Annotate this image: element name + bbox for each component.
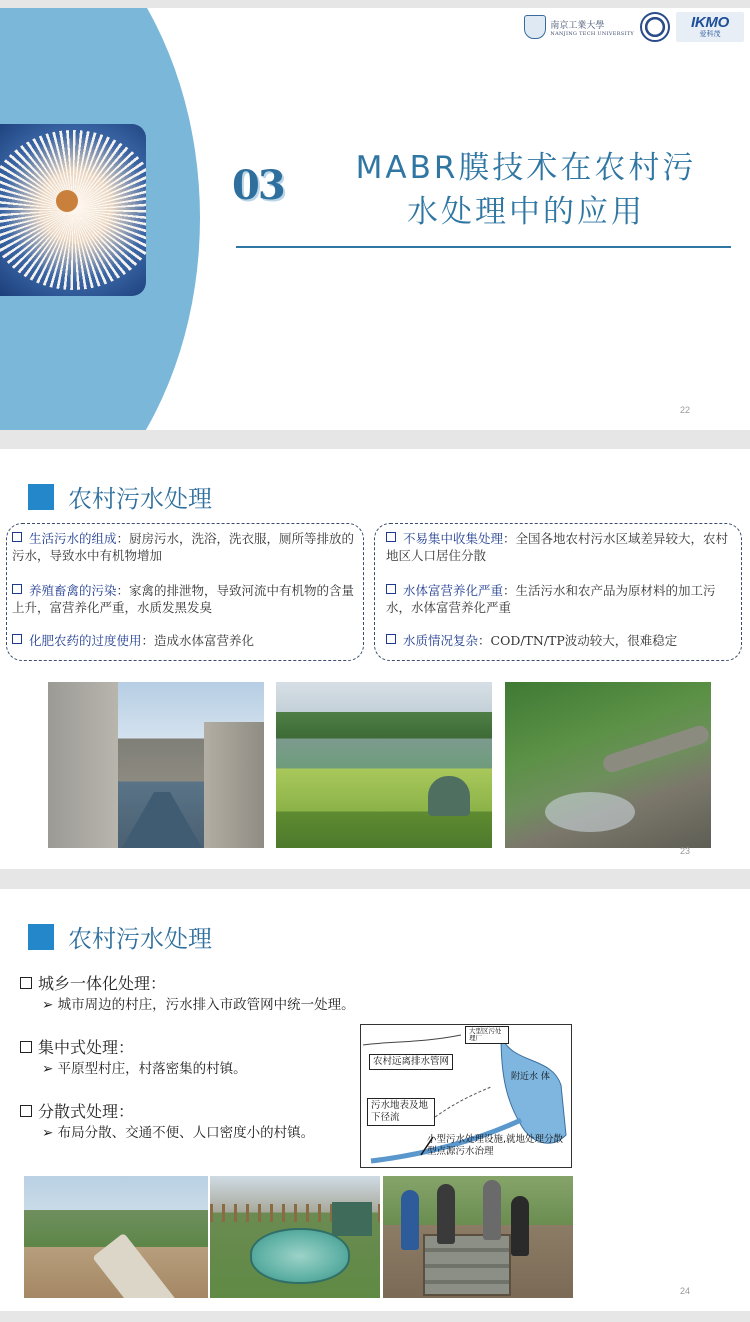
bullet-text: ：造成水体富营养化 [141, 633, 255, 648]
bullet-text: ：家禽的排泄物，导致河流中有机物的含量上升，富营养化严重，水质发黑发臭 [12, 583, 355, 615]
section-header [28, 919, 212, 954]
bullet-text: ：厨房污水，洗浴，洗衣服，厕所等排放的污水，导致水中有机物增加 [12, 531, 355, 563]
page-number: 22 [680, 405, 691, 415]
item-heading: 城乡一体化处理： [38, 974, 167, 993]
bullet-text: ：COD/TN/TP波动较大，很难稳定 [478, 633, 678, 648]
slide-23 [0, 449, 750, 869]
checkbox-bullet-icon [20, 1105, 32, 1117]
page-number: 24 [680, 1286, 691, 1296]
checkbox-bullet-icon [12, 532, 22, 542]
section-header [28, 479, 212, 514]
bullet-key: 水体富营养化严重 [403, 583, 504, 598]
treatment-mode-item [20, 973, 355, 1015]
sewage-ditch-photo [505, 682, 711, 848]
item-heading: 分散式处理： [38, 1102, 135, 1121]
bullet-text: ：生活污水和农产品为原材料的加工污水，水体富营养化严重 [386, 583, 716, 615]
slide-22 [0, 8, 750, 430]
diagram-caption: 小型污水处理设施,就地处理分散型点源污水治理 [427, 1134, 564, 1157]
bullet-key: 不易集中收集处理 [403, 531, 504, 546]
title-line-2: 水处理中的应用 [407, 194, 645, 230]
checkbox-bullet-icon [20, 1041, 32, 1053]
treatment-mode-item [20, 1037, 247, 1079]
section-number: 03 [232, 162, 284, 209]
checkbox-bullet-icon [386, 584, 396, 594]
item-heading: 集中式处理： [38, 1038, 135, 1057]
diagram-pipe-box: 农村远离排水管网 [369, 1054, 453, 1070]
njtech-name-en: NANJING TECH UNIVERSITY [550, 30, 634, 37]
bullet-text: ：全国各地农村污水区域差异较大，农村地区人口居住分散 [386, 531, 729, 563]
polluted-canal-photo [48, 682, 264, 848]
slide-title [316, 146, 736, 234]
bullet-key: 养殖畜禽的污染 [29, 583, 117, 598]
diagram-top-box: 大型区污处理厂 [465, 1026, 509, 1044]
page-number: 23 [680, 846, 691, 856]
item-description: ➢ 城市周边的村庄，污水排入市政管网中统一处理。 [42, 997, 355, 1013]
checkbox-bullet-icon [386, 532, 396, 542]
section-square-icon [28, 924, 54, 950]
checkbox-bullet-icon [386, 634, 396, 644]
bullet-key: 生活污水的组成 [29, 531, 117, 546]
bullet-item [12, 530, 357, 564]
njtech-crest-icon [524, 15, 546, 39]
bullet-item [12, 582, 357, 616]
treatment-diagram [360, 1024, 572, 1168]
ikmo-name-en: IKMO [691, 14, 729, 31]
checkbox-bullet-icon [12, 584, 22, 594]
bullet-item [386, 530, 736, 564]
bullet-key: 化肥农药的过度使用 [29, 633, 142, 648]
checkbox-bullet-icon [20, 977, 32, 989]
bullet-item [12, 632, 357, 649]
title-underline [236, 246, 731, 248]
algae-lake-photo [276, 682, 492, 848]
membrane-fiber-photo [0, 124, 146, 296]
section-title: 农村污水处理 [68, 925, 212, 953]
bullet-item [386, 582, 736, 616]
section-square-icon [28, 484, 54, 510]
diagram-runoff-box: 污水地表及地下径流 [367, 1098, 435, 1126]
checkbox-bullet-icon [12, 634, 22, 644]
logo-bar [524, 12, 744, 42]
diagram-water-label: 附近水 体 [511, 1072, 550, 1082]
section-title: 农村污水处理 [68, 485, 212, 513]
site-inspection-photo [383, 1176, 573, 1298]
njtech-logo [524, 15, 634, 39]
ikmo-name-cn: 爱科茂 [699, 30, 721, 38]
treatment-mode-item [20, 1101, 314, 1143]
village-pipeline-photo [24, 1176, 208, 1298]
item-description: ➢ 布局分散、交通不便、人口密度小的村镇。 [42, 1125, 315, 1141]
slide-24 [0, 889, 750, 1311]
ikmo-logo [676, 12, 744, 42]
treatment-tank-photo [210, 1176, 380, 1298]
bullet-key: 水质情况复杂 [403, 633, 479, 648]
bullet-item [386, 632, 736, 649]
title-line-1: MABR膜技术在农村污 [355, 150, 697, 186]
item-description: ➢ 平原型村庄，村落密集的村镇。 [42, 1061, 247, 1077]
njtech-name-cn: 南京工業大學 [550, 20, 605, 31]
round-emblem-icon [640, 12, 670, 42]
